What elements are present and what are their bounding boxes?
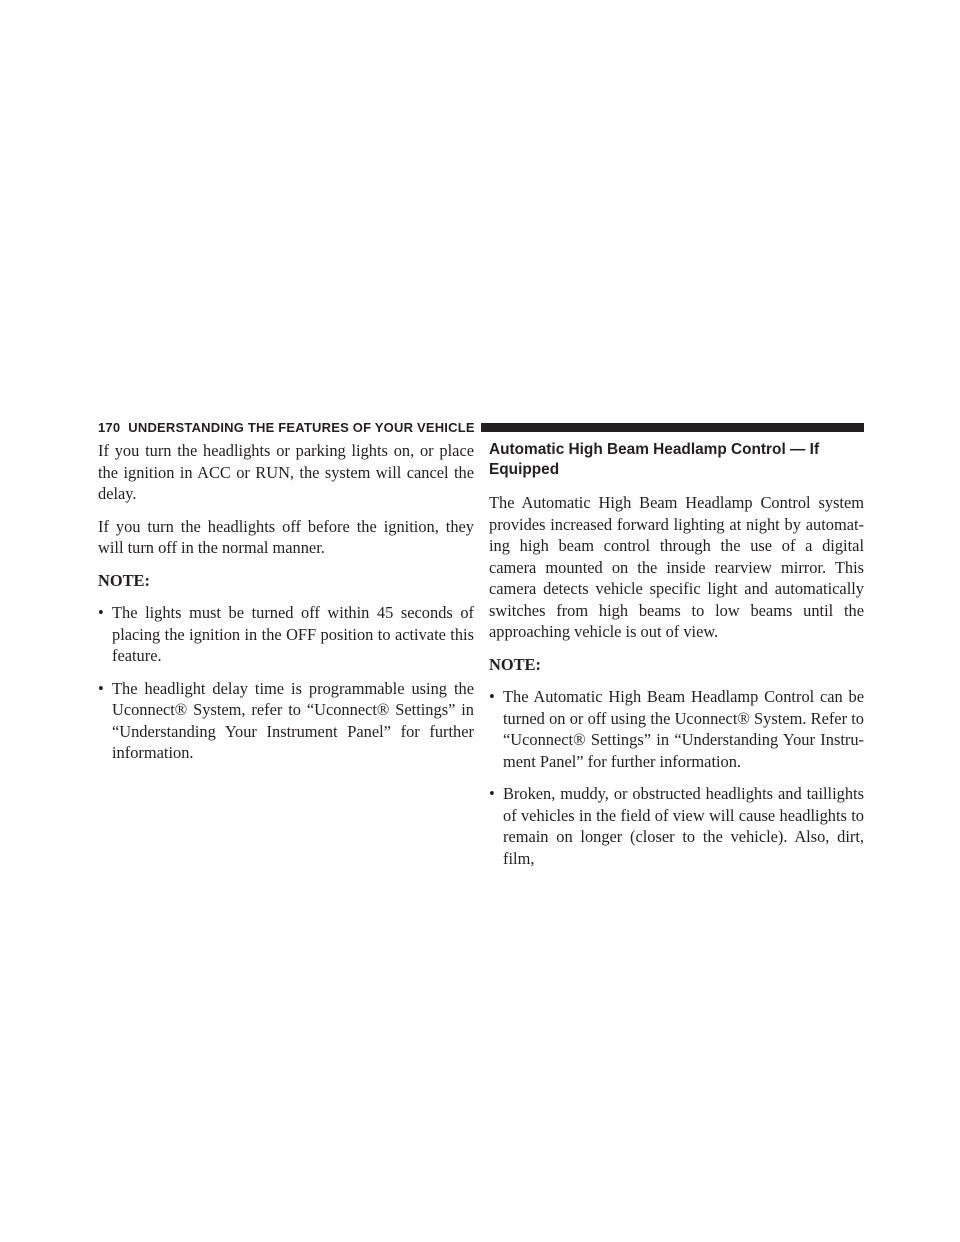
note-label: NOTE: [98,570,150,590]
bullet-icon: • [489,687,495,706]
page-number: 170 [98,419,121,435]
paragraph: If you turn the headlights or parking lights on, or place the ignition in ACC or RUN, the system will cancel the delay. [98,441,474,503]
header-rule [481,423,864,432]
left-column [98,440,474,775]
paragraph: If you turn the headlights off before the ignition, they will turn off in the normal manner. [98,516,474,557]
list-item [489,686,864,772]
bullet-icon: • [489,784,495,803]
bullet-list [489,686,864,869]
page-header [0,416,864,438]
list-item-text: Broken, muddy, or obstructed headlights and taillights of vehicles in the field of view will cause headlights to remain on longer (closer to the vehicle). Also, dirt, film, [503,784,864,868]
bullet-list [98,602,474,764]
section-heading: Automatic High Beam Headlamp Control — If Equipped [489,441,820,478]
paragraph: The Automatic High Beam Headlamp Control system provides increased forward lighting at night by automat-ing high beam control through the use of a digital camera mounted on the inside rearview mirror. This camera detects vehicle specific light and automatically switches from high beams to low beams until the approaching vehicle is out of view. [489,493,864,641]
list-item-text: The lights must be turned off within 45 seconds of placing the ignition in the OFF position to activate this feature. [112,603,474,665]
list-item-text: The Automatic High Beam Headlamp Control can be turned on or off using the Uconnect® System. Refer to “Uconnect® Settings” in “Understanding Your Instru-ment Panel” for further information. [503,687,864,771]
list-item-text: The headlight delay time is programmable using the Uconnect® System, refer to “Uconnect® Settings” in “Understanding Your Instrument Panel” for further information. [112,678,474,762]
list-item [98,678,474,764]
note-label: NOTE: [489,654,541,674]
list-item [489,783,864,869]
right-column [489,440,864,880]
section-title: UNDERSTANDING THE FEATURES OF YOUR VEHICLE [128,419,475,435]
bullet-icon: • [98,678,104,698]
list-item [98,602,474,667]
bullet-icon: • [98,603,104,622]
